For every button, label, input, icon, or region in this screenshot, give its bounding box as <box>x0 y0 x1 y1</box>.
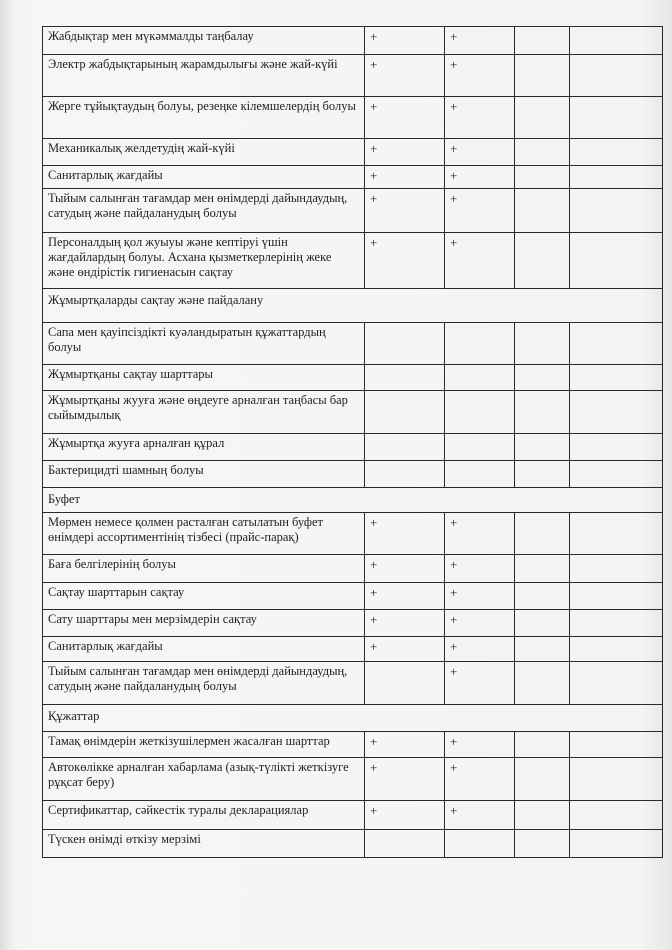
check-mark-cell: + <box>365 801 445 830</box>
criterion-label: Сертификаттар, сәйкестік туралы декларациялар <box>43 801 365 830</box>
check-mark-cell <box>570 513 663 555</box>
check-mark-cell <box>570 662 663 705</box>
table-row <box>43 662 663 705</box>
check-mark-cell <box>365 662 445 705</box>
check-mark-cell: + <box>445 513 515 555</box>
table-row <box>43 323 663 365</box>
check-mark-cell: + <box>365 97 445 139</box>
check-mark-cell: + <box>445 166 515 189</box>
check-mark-cell <box>570 801 663 830</box>
table-row <box>43 365 663 391</box>
table-row <box>43 434 663 461</box>
check-mark-cell: + <box>365 139 445 166</box>
check-mark-cell <box>570 55 663 97</box>
check-mark-cell <box>515 830 570 858</box>
criterion-label: Электр жабдықтарының жарамдылығы және жай-күйі <box>43 55 365 97</box>
check-mark-cell <box>515 97 570 139</box>
check-mark-cell <box>365 830 445 858</box>
check-mark-cell: + <box>445 732 515 758</box>
check-mark-cell: + <box>445 610 515 637</box>
check-mark-cell: + <box>445 233 515 289</box>
check-mark-cell <box>570 97 663 139</box>
table-row <box>43 189 663 233</box>
check-mark-cell <box>445 365 515 391</box>
check-mark-cell <box>570 434 663 461</box>
criterion-label: Жұмыртқаны жууға және өңдеуге арналған таңбасы бар сыйымдылық <box>43 391 365 434</box>
check-mark-cell <box>445 391 515 434</box>
criterion-label: Механикалық желдетудің жай-күйі <box>43 139 365 166</box>
check-mark-cell: + <box>445 662 515 705</box>
check-mark-cell <box>515 323 570 365</box>
check-mark-cell <box>570 323 663 365</box>
check-mark-cell <box>570 830 663 858</box>
criterion-label: Санитарлық жағдайы <box>43 637 365 662</box>
check-mark-cell <box>515 583 570 610</box>
table-row <box>43 610 663 637</box>
check-mark-cell: + <box>365 732 445 758</box>
check-mark-cell <box>365 391 445 434</box>
check-mark-cell <box>515 513 570 555</box>
table-row <box>43 391 663 434</box>
check-mark-cell <box>515 732 570 758</box>
check-mark-cell <box>515 662 570 705</box>
check-mark-cell: + <box>365 513 445 555</box>
check-mark-cell: + <box>365 610 445 637</box>
table-row <box>43 97 663 139</box>
criterion-label: Тыйым салынған тағамдар мен өнімдерді дайындаудың, сатудың және пайдаланудың болуы <box>43 189 365 233</box>
table-row <box>43 555 663 583</box>
criterion-label: Жұмыртқа жууға арналған құрал <box>43 434 365 461</box>
criterion-label: Санитарлық жағдайы <box>43 166 365 189</box>
table-row <box>43 55 663 97</box>
check-mark-cell <box>570 365 663 391</box>
criterion-label: Персоналдың қол жуыуы және кептіруі үшін жағдайлардың болуы. Асхана қызметкерлерінің жеке және өндірістік гигиенасын сақтау <box>43 233 365 289</box>
criterion-label: Түскен өнімді өткізу мерзімі <box>43 830 365 858</box>
check-mark-cell: + <box>445 189 515 233</box>
check-mark-cell <box>570 189 663 233</box>
table-row <box>43 233 663 289</box>
section-header-row <box>43 705 663 732</box>
check-mark-cell <box>515 189 570 233</box>
check-mark-cell <box>570 637 663 662</box>
section-title: Құжаттар <box>43 705 663 732</box>
table-row <box>43 139 663 166</box>
check-mark-cell: + <box>445 583 515 610</box>
check-mark-cell <box>570 391 663 434</box>
check-mark-cell <box>570 758 663 801</box>
criterion-label: Сату шарттары мен мерзімдерін сақтау <box>43 610 365 637</box>
check-mark-cell: + <box>445 55 515 97</box>
check-mark-cell <box>515 461 570 488</box>
inspection-checklist-table <box>42 26 663 858</box>
table-row <box>43 801 663 830</box>
check-mark-cell: + <box>445 139 515 166</box>
section-header-row <box>43 488 663 513</box>
check-mark-cell <box>570 166 663 189</box>
table-row <box>43 830 663 858</box>
criterion-label: Сапа мен қауіпсіздікті куәландыратын құжаттардың болуы <box>43 323 365 365</box>
table-row <box>43 513 663 555</box>
table-row <box>43 637 663 662</box>
section-header-row <box>43 289 663 323</box>
check-mark-cell: + <box>365 233 445 289</box>
section-title: Жұмыртқаларды сақтау және пайдалану <box>43 289 663 323</box>
check-mark-cell <box>445 830 515 858</box>
table-row <box>43 758 663 801</box>
check-mark-cell <box>570 583 663 610</box>
check-mark-cell: + <box>365 166 445 189</box>
check-mark-cell <box>570 610 663 637</box>
check-mark-cell <box>515 365 570 391</box>
table-body <box>43 27 663 858</box>
check-mark-cell <box>570 555 663 583</box>
check-mark-cell: + <box>445 555 515 583</box>
table-row <box>43 461 663 488</box>
check-mark-cell <box>365 323 445 365</box>
check-mark-cell <box>515 391 570 434</box>
check-mark-cell: + <box>445 27 515 55</box>
criterion-label: Сақтау шарттарын сақтау <box>43 583 365 610</box>
check-mark-cell: + <box>365 758 445 801</box>
check-mark-cell <box>515 434 570 461</box>
check-mark-cell <box>570 27 663 55</box>
check-mark-cell <box>445 461 515 488</box>
criterion-label: Бактерицидті шамның болуы <box>43 461 365 488</box>
check-mark-cell: + <box>445 801 515 830</box>
table-row <box>43 583 663 610</box>
check-mark-cell <box>515 233 570 289</box>
check-mark-cell: + <box>365 55 445 97</box>
section-title: Буфет <box>43 488 663 513</box>
criterion-label: Автокөлікке арналған хабарлама (азық-түлікті жеткізуге рұқсат беру) <box>43 758 365 801</box>
criterion-label: Мөрмен немесе қолмен расталған сатылатын буфет өнімдері ассортиментінің тізбесі (прайс-парақ) <box>43 513 365 555</box>
check-mark-cell <box>570 139 663 166</box>
criterion-label: Тамақ өнімдерін жеткізушілермен жасалған шарттар <box>43 732 365 758</box>
criterion-label: Жабдықтар мен мүкәммалды таңбалау <box>43 27 365 55</box>
check-mark-cell: + <box>365 637 445 662</box>
check-mark-cell <box>365 461 445 488</box>
criterion-label: Жерге тұйықтаудың болуы, резеңке кілемшелердің болуы <box>43 97 365 139</box>
check-mark-cell: + <box>365 27 445 55</box>
check-mark-cell: + <box>445 758 515 801</box>
check-mark-cell <box>515 27 570 55</box>
check-mark-cell <box>570 461 663 488</box>
check-mark-cell: + <box>365 583 445 610</box>
table-row <box>43 732 663 758</box>
check-mark-cell <box>515 55 570 97</box>
check-mark-cell <box>515 610 570 637</box>
check-mark-cell <box>445 434 515 461</box>
check-mark-cell <box>515 637 570 662</box>
check-mark-cell <box>515 166 570 189</box>
check-mark-cell: + <box>445 97 515 139</box>
table-row <box>43 27 663 55</box>
check-mark-cell: + <box>445 637 515 662</box>
check-mark-cell <box>515 801 570 830</box>
check-mark-cell <box>570 233 663 289</box>
check-mark-cell <box>515 555 570 583</box>
criterion-label: Жұмыртқаны сақтау шарттары <box>43 365 365 391</box>
check-mark-cell: + <box>365 189 445 233</box>
table-row <box>43 166 663 189</box>
check-mark-cell <box>515 758 570 801</box>
check-mark-cell <box>515 139 570 166</box>
criterion-label: Баға белгілерінің болуы <box>43 555 365 583</box>
check-mark-cell: + <box>365 555 445 583</box>
check-mark-cell <box>365 365 445 391</box>
check-mark-cell <box>365 434 445 461</box>
check-mark-cell <box>570 732 663 758</box>
check-mark-cell <box>445 323 515 365</box>
criterion-label: Тыйым салынған тағамдар мен өнімдерді дайындаудың, сатудың және пайдаланудың болуы <box>43 662 365 705</box>
